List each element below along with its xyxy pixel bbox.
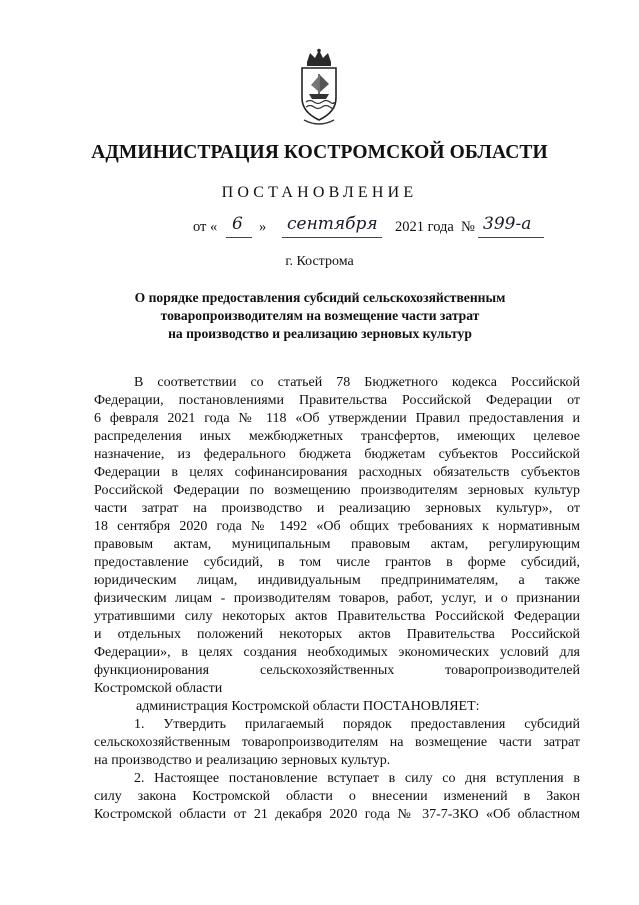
body-line: Костромской области — [94, 681, 223, 696]
document-number-handwritten: 399-а — [483, 214, 532, 234]
number-sign: № — [461, 219, 475, 235]
body-line: 18 сентября 2020 года № 1492 «Об общих требованиях к нормативным — [94, 519, 580, 534]
date-day-handwritten: 6 — [232, 214, 243, 234]
resolution-line: администрация Костромской области ПОСТАНОВЛЯЕТ: — [136, 699, 480, 714]
date-prefix: от « — [193, 219, 218, 235]
body-line: Российской Федерации по возмещению производителям зерновых культур — [94, 483, 580, 498]
body-line: назначение, из федерального бюджета бюджетам субъектов Российской — [94, 447, 580, 462]
date-line — [0, 213, 639, 243]
date-quote-close: » — [259, 219, 267, 235]
body-line: физическим лицам - производителям товаров, работ, услуг, и о признании — [94, 591, 580, 606]
body-line: части затрат на производство и реализацию зерновых культур», от — [94, 501, 580, 516]
body-line: Федерации в целях софинансирования расходных обязательств субъектов — [94, 465, 580, 480]
subject-line: товаропроизводителям на возмещение части затрат — [160, 308, 480, 323]
body-line: 6 февраля 2021 года № 118 «Об утверждении Правил предоставления и — [94, 411, 580, 426]
subject-line: на производство и реализацию зерновых культур — [168, 326, 472, 341]
number-underline — [478, 237, 544, 238]
day-underline — [226, 237, 252, 238]
body-line: 2. Настоящее постановление вступает в силу со дня вступления в — [134, 771, 580, 786]
body-line: правовым актам, муниципальным правовым актам, регулирующим — [94, 537, 580, 552]
body-line: сельскохозяйственным товаропроизводителям на возмещение части затрат — [94, 735, 580, 750]
date-month-handwritten: сентября — [287, 214, 378, 234]
document-type-title: ПОСТАНОВЛЕНИЕ — [221, 184, 418, 201]
subject-line: О порядке предоставления субсидий сельскохозяйственным — [134, 290, 506, 305]
body-line: и отдельных положений некоторых актов Правительства Российской — [94, 627, 580, 642]
body-line: утратившими силу некоторых актов Правительства Российской Федерации — [94, 609, 580, 624]
body-line: Федерации», в целях создания необходимых экономических условий для — [94, 645, 580, 660]
organization-title: АДМИНИСТРАЦИЯ КОСТРОМСКОЙ ОБЛАСТИ — [91, 142, 548, 163]
body-line: 1. Утвердить прилагаемый порядок предоставления субсидий — [134, 717, 580, 732]
body-line: на производство и реализацию зерновых культур. — [94, 753, 391, 768]
date-year: 2021 года — [395, 219, 454, 235]
body-line: распределения иных межбюджетных трансфертов, имеющих целевое — [94, 429, 580, 444]
city-line: г. Кострома — [285, 254, 354, 269]
body-line: Костромской области от 21 декабря 2020 года № 37-7-ЗКО «Об областном — [94, 807, 580, 822]
body-line: В соответствии со статьей 78 Бюджетного кодекса Российской — [134, 375, 580, 390]
month-underline — [282, 237, 382, 238]
body-line: функционирования сельскохозяйственных товаропроизводителей — [94, 663, 580, 678]
coat-of-arms-emblem — [296, 48, 342, 130]
body-line: предоставление субсидий, в том числе грантов в форме субсидий, — [94, 555, 580, 570]
document-subject — [100, 289, 540, 343]
body-line: силу закона Костромской области о внесении изменений в Закон — [94, 789, 580, 804]
body-line: Федерации, постановлениями Правительства Российской Федерации от — [94, 393, 580, 408]
body-line: юридическим лицам, индивидуальным предпринимателям, а также — [94, 573, 580, 588]
